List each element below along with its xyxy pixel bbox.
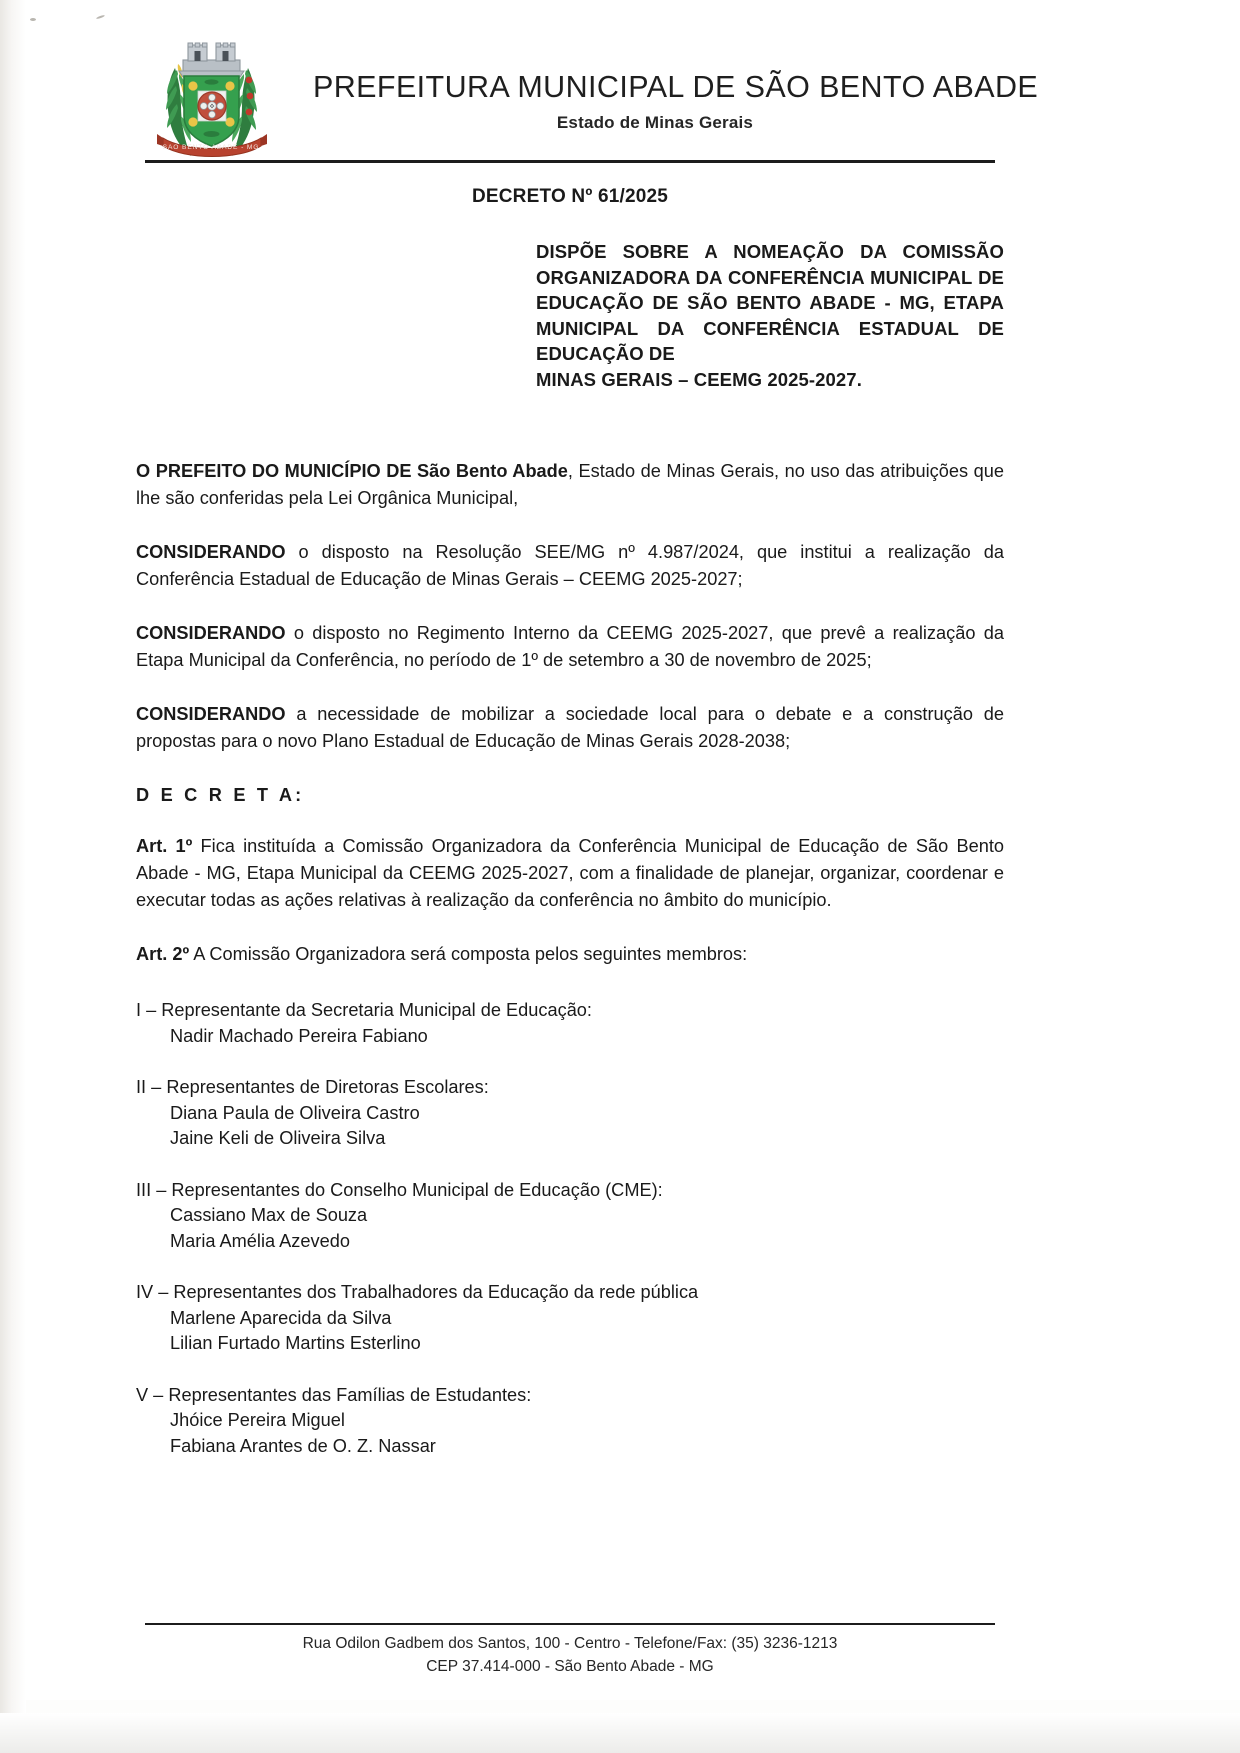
member-name: Cassiano Max de Souza [170,1205,368,1225]
organization-name: PREFEITURA MUNICIPAL DE SÃO BENTO ABADE [313,70,1039,104]
considerando-label: CONSIDERANDO [136,542,286,562]
considerando-text: o disposto no Regimento Interno da CEEMG 2025-2027, que prevê a realização da Etapa Municipal da Conferência, no período de 1º de setembro a 30 de novembro de 2025; [136,623,1004,670]
member-group-heading: I – Representante da Secretaria Municipal de Educação: [136,1000,592,1020]
decree-summary-last-line: MINAS GERAIS – CEEMG 2025-2027. [536,368,862,390]
document-footer [145,1632,995,1678]
coat-of-arms-icon [145,34,277,162]
state-name: Estado de Minas Gerais [556,113,754,132]
member-group [136,1178,1004,1255]
decree-summary-text: DISPÕE SOBRE A NOMEAÇÃO DA COMISSÃO ORGANIZADORA DA CONFERÊNCIA MUNICIPAL DE EDUCAÇÃO DE SÃO BENTO ABADE - MG, ETAPA MUNICIPAL DA CONFERÊNCIA ESTADUAL DE EDUCAÇÃO DE [536,241,1004,364]
member-group [136,1383,1004,1460]
considerando-label: CONSIDERANDO [136,704,286,724]
considerando-paragraph-2 [136,620,1004,674]
article-1 [136,833,1004,914]
preamble-lead: O PREFEITO DO MUNICÍPIO DE São Bento Abade [136,461,568,481]
considerando-text: a necessidade de mobilizar a sociedade local para o debate e a construção de propostas para o novo Plano Estadual de Educação de Minas Gerais 2028-2038; [136,704,1004,751]
header-titles [313,70,1039,133]
member-name: Jaine Keli de Oliveira Silva [170,1128,386,1148]
member-group-heading: III – Representantes do Conselho Municipal de Educação (CME): [136,1179,663,1200]
member-name: Marlene Aparecida da Silva [170,1307,392,1328]
scan-edge-shadow-bottom [0,1713,1240,1753]
member-name: Maria Amélia Azevedo [170,1230,350,1251]
article-1-label: Art. 1º [136,836,193,856]
article-2 [136,941,1004,968]
crest-ribbon-text: SAO BENTO ABADE - MG [162,144,260,151]
footer-address-line: Rua Odilon Gadbem dos Santos, 100 - Centro - Telefone/Fax: (35) 3236-1213 [302,1635,838,1652]
decreta-heading: D E C R E T A: [136,785,305,805]
article-2-label: Art. 2º [136,944,190,964]
footer-cep-line: CEP 37.414-000 - São Bento Abade - MG [426,1658,714,1675]
considerando-label: CONSIDERANDO [136,623,286,643]
preamble-paragraph [136,458,1004,512]
header-divider [145,160,995,163]
member-group [136,998,1004,1049]
document-body [136,178,1004,1459]
article-2-text: A Comissão Organizadora será composta pelos seguintes membros: [189,944,748,964]
member-group-heading: IV – Representantes dos Trabalhadores da Educação da rede pública [136,1282,699,1302]
considerando-paragraph-1 [136,539,1004,593]
member-group-heading: V – Representantes das Famílias de Estudantes: [136,1384,532,1405]
member-name: Nadir Machado Pereira Fabiano [170,1025,428,1046]
footer-divider [145,1623,995,1625]
preamble-rest: , Estado de Minas Gerais, no uso das atribuições que lhe são conferidas pela Lei Orgânica Municipal, [136,461,1004,508]
member-group [136,1075,1004,1152]
document-header [145,32,1039,162]
decree-number: DECRETO Nº 61/2025 [471,186,669,207]
member-name: Jhóice Pereira Miguel [170,1410,345,1430]
members-list [136,998,1004,1459]
decree-summary [536,239,1004,392]
considerando-paragraph-3 [136,701,1004,755]
member-name: Diana Paula de Oliveira Castro [170,1102,420,1123]
member-name: Lilian Furtado Martins Esterlino [170,1333,421,1353]
article-1-text: Fica instituída a Comissão Organizadora da Conferência Municipal de Educação de São Bento Abade - MG, Etapa Municipal da CEEMG 2025-2027, com a finalidade de planejar, organizar, coordenar e executar todas as ações relativas à realização da conferência no âmbito do município. [136,836,1004,910]
member-group [136,1280,1004,1357]
member-name: Fabiana Arantes de O. Z. Nassar [170,1435,436,1456]
member-group-heading: II – Representantes de Diretoras Escolares: [136,1077,489,1097]
considerando-text: o disposto na Resolução SEE/MG nº 4.987/2024, que institui a realização da Conferência Estadual de Educação de Minas Gerais – CEEMG 2025-2027; [136,542,1004,589]
